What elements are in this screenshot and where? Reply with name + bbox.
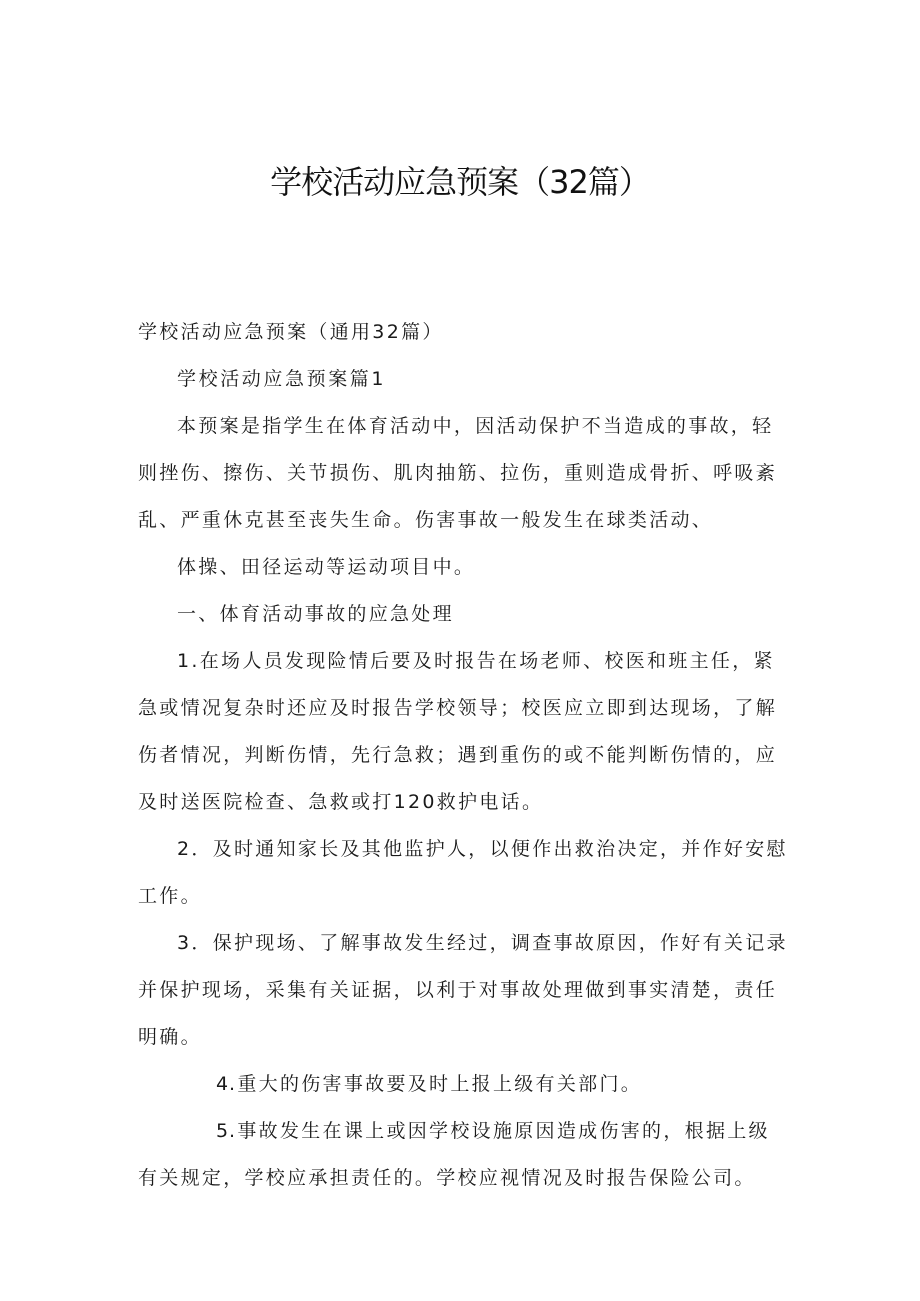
item-5-number: 5 (216, 1120, 229, 1142)
item-4-number: 4 (216, 1073, 229, 1095)
document-title: 学校活动应急预案（32篇） (270, 163, 650, 201)
paragraph-intro-continued: 体操、田径运动等运动项目中。 (177, 556, 476, 578)
paragraph-item-2: 2．及时通知家长及其他监护人，以便作出救治决定，并作好安慰工作。 (138, 838, 788, 907)
paragraph-heading-sports-accidents: 一、体育活动事故的应急处理 (177, 603, 454, 625)
paragraph-item-4 (138, 1061, 788, 1108)
paragraph-item-1: 1.在场人员发现险情后要及时报告在场老师、校医和班主任，紧急或情况复杂时还应及时报告学校领导；校医应立即到达现场，了解伤者情况，判断伤情，先行急救；遇到重伤的或不能判断伤情的，应及时送医院检查、急救或打120救护电话。 (138, 650, 778, 813)
paragraph-subtitle-general: 学校活动应急预案（通用32篇） (138, 321, 444, 343)
document-body (138, 309, 788, 1202)
item-4-text: .重大的伤害事故要及时上报上级有关部门。 (229, 1073, 643, 1095)
paragraph-item-3: 3．保护现场、了解事故发生经过，调查事故原因，作好有关记录并保护现场，采集有关证据，以利于对事故处理做到事实清楚，责任明确。 (138, 932, 788, 1048)
paragraph-item-5 (138, 1108, 788, 1202)
paragraph-intro: 本预案是指学生在体育活动中，因活动保护不当造成的事故，轻则挫伤、擦伤、关节损伤、肌肉抽筋、拉伤，重则造成骨折、呼吸紊乱、严重休克甚至丧失生命。伤害事故一般发生在球类活动、 (138, 415, 778, 531)
paragraph-section-heading: 学校活动应急预案篇1 (177, 368, 387, 390)
item-5-text: .事故发生在课上或因学校设施原因造成伤害的，根据上级有关规定，学校应承担责任的。学校应视情况及时报告保险公司。 (138, 1120, 770, 1189)
